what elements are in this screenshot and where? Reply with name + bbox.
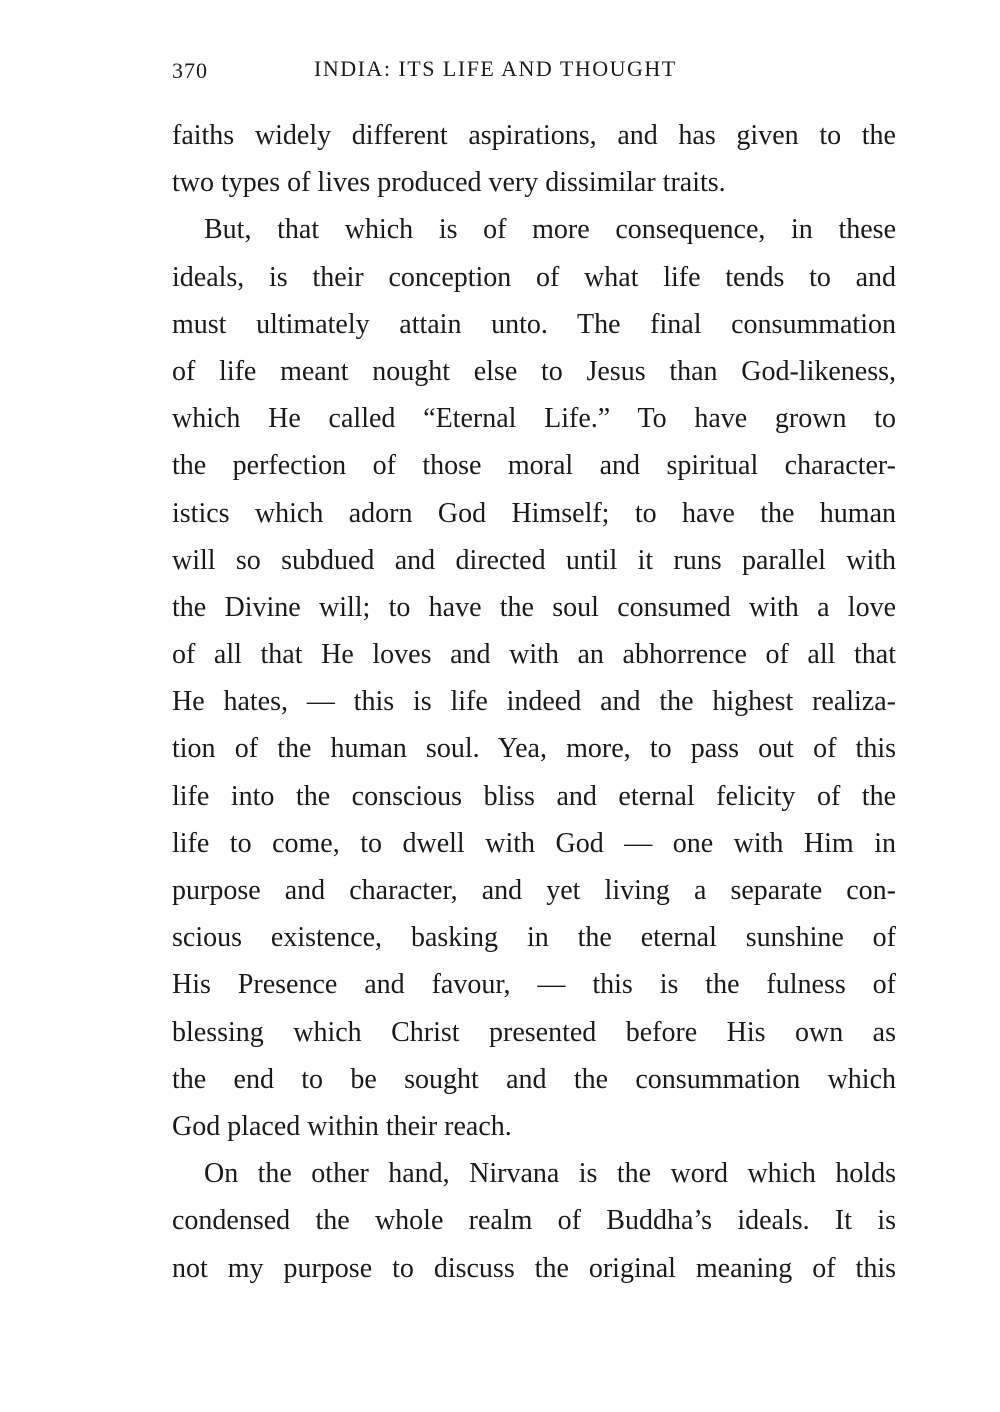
text-line: of life meant nought else to Jesus than God-likeness,: [172, 355, 896, 387]
running-head: [172, 56, 896, 86]
text-line: two types of lives produced very dissimilar traits.: [172, 167, 726, 199]
text-line: will so subdued and directed until it runs parallel with: [172, 544, 896, 576]
text-line: of all that He loves and with an abhorrence of all that: [172, 639, 896, 671]
text-line: faiths widely different aspirations, and has given to the: [172, 120, 896, 151]
page-number: 370: [172, 58, 208, 83]
text-line: istics which adorn God Himself; to have the human: [172, 497, 896, 529]
text-line: the perfection of those moral and spiritual character-: [172, 450, 896, 482]
text-line: the Divine will; to have the soul consumed with a love: [172, 591, 896, 623]
text-line: His Presence and favour, — this is the fulness of: [172, 969, 896, 1001]
text-line: the end to be sought and the consummation which: [172, 1063, 896, 1095]
text-line: tion of the human soul. Yea, more, to pass out of this: [172, 733, 896, 765]
running-title: INDIA: ITS LIFE AND THOUGHT: [314, 56, 677, 81]
text-line: God placed within their reach.: [172, 1110, 512, 1142]
text-line: blessing which Christ presented before His own as: [172, 1016, 896, 1048]
text-line: ideals, is their conception of what life tends to and: [172, 261, 896, 293]
text-line: must ultimately attain unto. The final consummation: [172, 308, 896, 340]
text-line: purpose and character, and yet living a separate con-: [172, 875, 896, 906]
text-line: scious existence, basking in the eternal sunshine of: [172, 922, 896, 954]
text-line: life into the conscious bliss and eternal felicity of the: [172, 780, 896, 812]
text-line: He hates, — this is life indeed and the highest realiza-: [172, 686, 896, 718]
text-line: condensed the whole realm of Buddha’s ideals. It is: [172, 1205, 896, 1237]
text-line: On the other hand, Nirvana is the word which holds: [204, 1158, 896, 1190]
text-line: not my purpose to discuss the original meaning of this: [172, 1252, 896, 1284]
text-line: life to come, to dwell with God — one with Him in: [172, 827, 896, 859]
text-line: which He called “Eternal Life.” To have grown to: [172, 403, 896, 435]
text-line: But, that which is of more consequence, in these: [204, 214, 896, 246]
body-text: [172, 112, 896, 1292]
